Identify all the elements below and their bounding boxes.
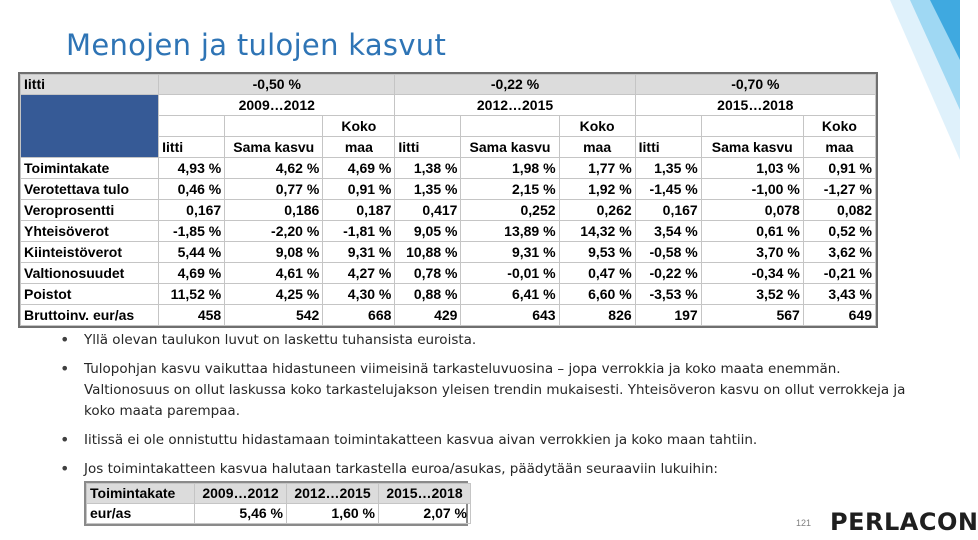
table-cell: 0,167 xyxy=(635,200,701,221)
subheader-cell xyxy=(635,116,701,137)
table-cell: 3,52 % xyxy=(701,284,803,305)
table-row xyxy=(21,242,876,263)
table-cell: 643 xyxy=(461,305,559,326)
table-cell: 1,77 % xyxy=(559,158,635,179)
table-cell: 649 xyxy=(803,305,875,326)
table-cell: 197 xyxy=(635,305,701,326)
period-header: 2012…2015 xyxy=(395,95,635,116)
table-cell: -1,45 % xyxy=(635,179,701,200)
small-row-label: eur/as xyxy=(87,504,195,524)
subheader-cell xyxy=(461,116,559,137)
table-cell: 0,46 % xyxy=(159,179,225,200)
table-row xyxy=(21,305,876,326)
small-header-cell: Toimintakate xyxy=(87,484,195,504)
subheader-iitti: Iitti xyxy=(635,137,701,158)
table-cell: 1,35 % xyxy=(635,158,701,179)
subheader-maa: maa xyxy=(323,137,395,158)
table-cell: -0,34 % xyxy=(701,263,803,284)
small-header-cell: 2012…2015 xyxy=(287,484,379,504)
table-cell: -0,58 % xyxy=(635,242,701,263)
table-cell: 13,89 % xyxy=(461,221,559,242)
table-cell: 0,082 xyxy=(803,200,875,221)
page-number: 121 xyxy=(796,518,812,528)
table-cell: 1,38 % xyxy=(395,158,461,179)
table-cell: 1,35 % xyxy=(395,179,461,200)
table-cell: 0,77 % xyxy=(225,179,323,200)
table-cell: 0,167 xyxy=(159,200,225,221)
table-cell: 4,69 % xyxy=(159,263,225,284)
table-row xyxy=(21,158,876,179)
corner-cell xyxy=(21,95,159,158)
table-cell: 10,88 % xyxy=(395,242,461,263)
table-cell: 0,186 xyxy=(225,200,323,221)
table-cell: 4,93 % xyxy=(159,158,225,179)
small-table-header xyxy=(87,484,471,504)
small-row-value: 5,46 % xyxy=(195,504,287,524)
growth-table xyxy=(18,72,878,328)
table-cell: 9,53 % xyxy=(559,242,635,263)
table-top-row xyxy=(21,75,876,95)
table-cell: 6,41 % xyxy=(461,284,559,305)
table-cell: 0,262 xyxy=(559,200,635,221)
table-body xyxy=(21,158,876,326)
top-row-value: -0,50 % xyxy=(159,75,395,95)
table-cell: 0,187 xyxy=(323,200,395,221)
small-row-value: 1,60 % xyxy=(287,504,379,524)
table-cell: 3,54 % xyxy=(635,221,701,242)
period-header: 2015…2018 xyxy=(635,95,875,116)
table-cell: -1,85 % xyxy=(159,221,225,242)
small-header-cell: 2015…2018 xyxy=(379,484,471,504)
table-cell: 4,30 % xyxy=(323,284,395,305)
table-row xyxy=(21,179,876,200)
bullet-list xyxy=(60,330,920,488)
table-cell: 0,61 % xyxy=(701,221,803,242)
subheader-koko: Koko xyxy=(323,116,395,137)
table-cell: 0,52 % xyxy=(803,221,875,242)
perlacon-logo: PERLACON xyxy=(830,508,978,536)
table-cell: 4,62 % xyxy=(225,158,323,179)
table-cell: 1,03 % xyxy=(701,158,803,179)
top-row-value: -0,22 % xyxy=(395,75,635,95)
table-cell: 4,25 % xyxy=(225,284,323,305)
period-header: 2009…2012 xyxy=(159,95,395,116)
subheader-maa: maa xyxy=(559,137,635,158)
small-table-row xyxy=(87,504,471,524)
table-cell: 826 xyxy=(559,305,635,326)
table-cell: 0,91 % xyxy=(323,179,395,200)
table-cell: -1,81 % xyxy=(323,221,395,242)
table-row xyxy=(21,221,876,242)
bullet-item: • Iitissä ei ole onnistuttu hidastamaan toimintakatteen kasvua aivan verrokkien ja koko maan tahtiin. xyxy=(60,430,920,451)
table-cell: 429 xyxy=(395,305,461,326)
period-header-row xyxy=(21,95,876,116)
table-cell: 3,43 % xyxy=(803,284,875,305)
table-cell: 3,62 % xyxy=(803,242,875,263)
table-cell: 4,69 % xyxy=(323,158,395,179)
subheader-iitti: Iitti xyxy=(395,137,461,158)
table-cell: -3,53 % xyxy=(635,284,701,305)
page-title: Menojen ja tulojen kasvut xyxy=(66,28,447,62)
top-row-label: Iitti xyxy=(21,75,159,95)
table-cell: 0,47 % xyxy=(559,263,635,284)
table-cell: -1,00 % xyxy=(701,179,803,200)
table-cell: 542 xyxy=(225,305,323,326)
table-cell: 458 xyxy=(159,305,225,326)
bullet-item: • Tulopohjan kasvu vaikuttaa hidastuneen viimeisinä tarkasteluvuosina – jopa verrokkia ja koko maata enemmän. Valtionosuus on ollut laskussa koko tarkastelujakson yleisen trendin mukaisesti. Yhteisöveron kasvu on ollut verrokkeja ja koko maata parempaa. xyxy=(60,359,920,422)
subheader-cell xyxy=(395,116,461,137)
subheader-cell xyxy=(159,116,225,137)
table-cell: 668 xyxy=(323,305,395,326)
table-cell: 0,252 xyxy=(461,200,559,221)
small-header-cell: 2009…2012 xyxy=(195,484,287,504)
table-cell: 0,88 % xyxy=(395,284,461,305)
table-cell: -1,27 % xyxy=(803,179,875,200)
row-label: Valtionosuudet xyxy=(21,263,159,284)
row-label: Veroprosentti xyxy=(21,200,159,221)
row-label: Poistot xyxy=(21,284,159,305)
table-cell: 9,05 % xyxy=(395,221,461,242)
table-cell: 6,60 % xyxy=(559,284,635,305)
row-label: Bruttoinv. eur/as xyxy=(21,305,159,326)
subheader-maa: maa xyxy=(803,137,875,158)
table-cell: 4,27 % xyxy=(323,263,395,284)
subheader-cell xyxy=(225,116,323,137)
table-cell: 567 xyxy=(701,305,803,326)
subheader-sama-kasvu: Sama kasvu xyxy=(225,137,323,158)
table-cell: 11,52 % xyxy=(159,284,225,305)
table-cell: 1,92 % xyxy=(559,179,635,200)
table-cell: 5,44 % xyxy=(159,242,225,263)
table-cell: -0,22 % xyxy=(635,263,701,284)
small-row-value: 2,07 % xyxy=(379,504,471,524)
row-label: Verotettava tulo xyxy=(21,179,159,200)
row-label: Yhteisöverot xyxy=(21,221,159,242)
table-row xyxy=(21,200,876,221)
eur-per-resident-table xyxy=(84,481,468,526)
table-cell: -0,21 % xyxy=(803,263,875,284)
table-cell: 0,417 xyxy=(395,200,461,221)
table-cell: 9,31 % xyxy=(323,242,395,263)
subheader-cell xyxy=(701,116,803,137)
row-label: Toimintakate xyxy=(21,158,159,179)
subheader-sama-kasvu: Sama kasvu xyxy=(461,137,559,158)
row-label: Kiinteistöverot xyxy=(21,242,159,263)
table-cell: 0,78 % xyxy=(395,263,461,284)
table-row xyxy=(21,263,876,284)
subheader-koko: Koko xyxy=(559,116,635,137)
bullet-item: • Yllä olevan taulukon luvut on laskettu tuhansista euroista. xyxy=(60,330,920,351)
table-cell: 3,70 % xyxy=(701,242,803,263)
table-cell: 0,078 xyxy=(701,200,803,221)
table-cell: -0,01 % xyxy=(461,263,559,284)
table-cell: 4,61 % xyxy=(225,263,323,284)
table-cell: -2,20 % xyxy=(225,221,323,242)
subheader-iitti: Iitti xyxy=(159,137,225,158)
table-cell: 2,15 % xyxy=(461,179,559,200)
table-cell: 9,08 % xyxy=(225,242,323,263)
table-cell: 1,98 % xyxy=(461,158,559,179)
bullet-item: • Jos toimintakatteen kasvua halutaan tarkastella euroa/asukas, päädytään seuraaviin lukuihin: xyxy=(60,459,920,480)
top-row-value: -0,70 % xyxy=(635,75,875,95)
subheader-koko: Koko xyxy=(803,116,875,137)
table-cell: 9,31 % xyxy=(461,242,559,263)
table-cell: 0,91 % xyxy=(803,158,875,179)
subheader-sama-kasvu: Sama kasvu xyxy=(701,137,803,158)
table-cell: 14,32 % xyxy=(559,221,635,242)
table-row xyxy=(21,284,876,305)
